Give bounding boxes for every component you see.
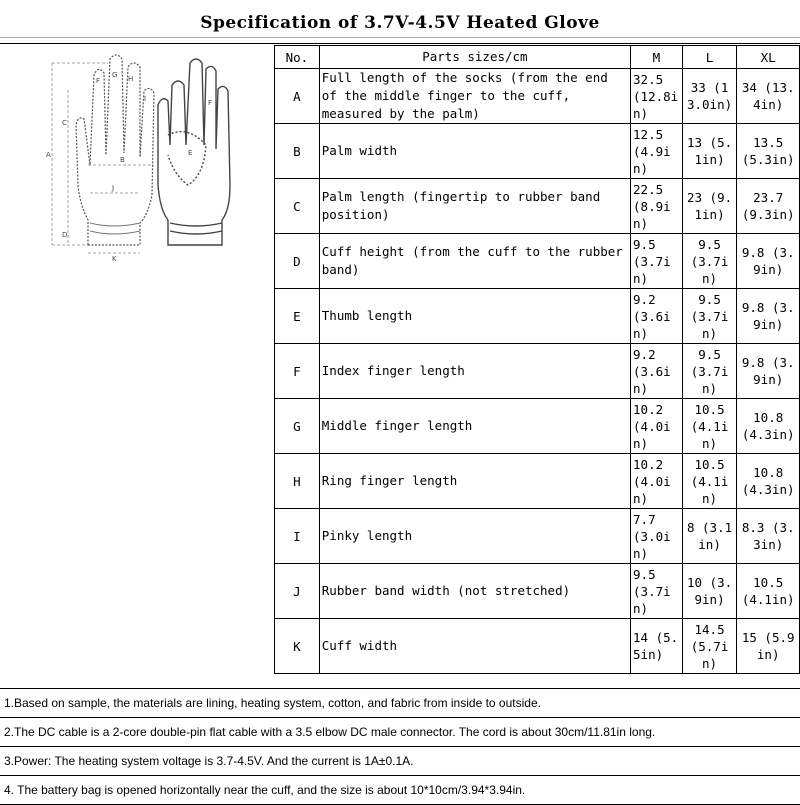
notes-section bbox=[0, 688, 800, 805]
label-b: B bbox=[120, 156, 125, 164]
label-i: I bbox=[144, 95, 147, 103]
table-row bbox=[275, 69, 800, 124]
row-part: Full length of the socks (from the end of the middle finger to the cuff, measured by the palm) bbox=[319, 69, 630, 124]
label-k: K bbox=[112, 255, 117, 263]
label-d: D bbox=[62, 231, 68, 239]
table-row bbox=[275, 509, 800, 564]
row-xl: 10.8 (4.3in) bbox=[737, 454, 800, 509]
divider bbox=[0, 37, 800, 38]
label-f: F bbox=[96, 77, 101, 85]
row-xl: 9.8 (3.9in) bbox=[737, 289, 800, 344]
row-m: 22.5 (8.9in) bbox=[631, 179, 683, 234]
row-xl: 10.8 (4.3in) bbox=[737, 399, 800, 454]
row-no: G bbox=[275, 399, 320, 454]
row-no: B bbox=[275, 124, 320, 179]
row-m: 10.2 (4.0in) bbox=[631, 399, 683, 454]
label-h: H bbox=[128, 75, 134, 83]
row-m: 14 (5.5in) bbox=[631, 619, 683, 674]
table-row bbox=[275, 454, 800, 509]
row-part: Cuff height (from the cuff to the rubber band) bbox=[319, 234, 630, 289]
table-row bbox=[275, 399, 800, 454]
row-no: E bbox=[275, 289, 320, 344]
glove-diagram bbox=[18, 45, 274, 263]
row-m: 9.5 (3.7in) bbox=[631, 564, 683, 619]
row-l: 9.5 (3.7in) bbox=[682, 234, 737, 289]
header-l: L bbox=[682, 46, 737, 69]
size-table bbox=[274, 45, 800, 674]
table-row bbox=[275, 234, 800, 289]
label-a: A bbox=[46, 151, 51, 159]
row-xl: 9.8 (3.9in) bbox=[737, 344, 800, 399]
row-part: Ring finger length bbox=[319, 454, 630, 509]
row-no: D bbox=[275, 234, 320, 289]
header-no: No. bbox=[275, 46, 320, 69]
note-3: 3.Power: The heating system voltage is 3.7-4.5V. And the current is 1A±0.1A. bbox=[0, 747, 800, 776]
row-no: F bbox=[275, 344, 320, 399]
row-l: 23 (9.1in) bbox=[682, 179, 737, 234]
row-xl: 34 (13.4in) bbox=[737, 69, 800, 124]
label-j: J bbox=[112, 184, 115, 192]
label-f-right: F bbox=[208, 99, 213, 107]
note-2: 2.The DC cable is a 2-core double-pin flat cable with a 3.5 elbow DC male connector. The cord is about 30cm/11.81in long. bbox=[0, 718, 800, 747]
page-title: Specification of 3.7V-4.5V Heated Glove bbox=[0, 0, 800, 44]
row-part: Rubber band width (not stretched) bbox=[319, 564, 630, 619]
label-c: C bbox=[62, 119, 67, 127]
row-m: 12.5 (4.9in) bbox=[631, 124, 683, 179]
row-l: 8 (3.1in) bbox=[682, 509, 737, 564]
row-m: 9.2 (3.6in) bbox=[631, 344, 683, 399]
row-l: 10.5 (4.1in) bbox=[682, 399, 737, 454]
table-row bbox=[275, 289, 800, 344]
note-4: 4. The battery bag is opened horizontally near the cuff, and the size is about 10*10cm/3.94*3.94in. bbox=[0, 776, 800, 805]
row-no: K bbox=[275, 619, 320, 674]
row-part: Pinky length bbox=[319, 509, 630, 564]
table-row bbox=[275, 124, 800, 179]
row-part: Thumb length bbox=[319, 289, 630, 344]
row-no: H bbox=[275, 454, 320, 509]
row-no: I bbox=[275, 509, 320, 564]
table-row bbox=[275, 179, 800, 234]
row-part: Middle finger length bbox=[319, 399, 630, 454]
row-xl: 8.3 (3.3in) bbox=[737, 509, 800, 564]
row-l: 13 (5.1in) bbox=[682, 124, 737, 179]
row-xl: 9.8 (3.9in) bbox=[737, 234, 800, 289]
row-l: 9.5 (3.7in) bbox=[682, 289, 737, 344]
table-row bbox=[275, 344, 800, 399]
right-glove-outline bbox=[158, 59, 230, 245]
left-glove-outline bbox=[76, 55, 154, 245]
row-m: 7.7 (3.0in) bbox=[631, 509, 683, 564]
row-no: A bbox=[275, 69, 320, 124]
row-part: Palm length (fingertip to rubber band position) bbox=[319, 179, 630, 234]
row-m: 9.2 (3.6in) bbox=[631, 289, 683, 344]
row-no: C bbox=[275, 179, 320, 234]
row-m: 10.2 (4.0in) bbox=[631, 454, 683, 509]
row-l: 10 (3.9in) bbox=[682, 564, 737, 619]
row-xl: 23.7 (9.3in) bbox=[737, 179, 800, 234]
table-row bbox=[275, 564, 800, 619]
row-l: 14.5 (5.7in) bbox=[682, 619, 737, 674]
table-header-row bbox=[275, 46, 800, 69]
label-g: G bbox=[112, 71, 118, 79]
row-l: 33 (13.0in) bbox=[682, 69, 737, 124]
row-no: J bbox=[275, 564, 320, 619]
row-part: Index finger length bbox=[319, 344, 630, 399]
row-xl: 10.5 (4.1in) bbox=[737, 564, 800, 619]
row-m: 32.5 (12.8in) bbox=[631, 69, 683, 124]
label-e: E bbox=[188, 149, 193, 157]
row-m: 9.5 (3.7in) bbox=[631, 234, 683, 289]
table-row bbox=[275, 619, 800, 674]
row-l: 9.5 (3.7in) bbox=[682, 344, 737, 399]
row-xl: 15 (5.9in) bbox=[737, 619, 800, 674]
row-xl: 13.5 (5.3in) bbox=[737, 124, 800, 179]
row-part: Palm width bbox=[319, 124, 630, 179]
note-1: 1.Based on sample, the materials are lining, heating system, cotton, and fabric from inside to outside. bbox=[0, 689, 800, 718]
header-parts: Parts sizes/cm bbox=[319, 46, 630, 69]
header-xl: XL bbox=[737, 46, 800, 69]
row-l: 10.5 (4.1in) bbox=[682, 454, 737, 509]
row-part: Cuff width bbox=[319, 619, 630, 674]
header-m: M bbox=[631, 46, 683, 69]
